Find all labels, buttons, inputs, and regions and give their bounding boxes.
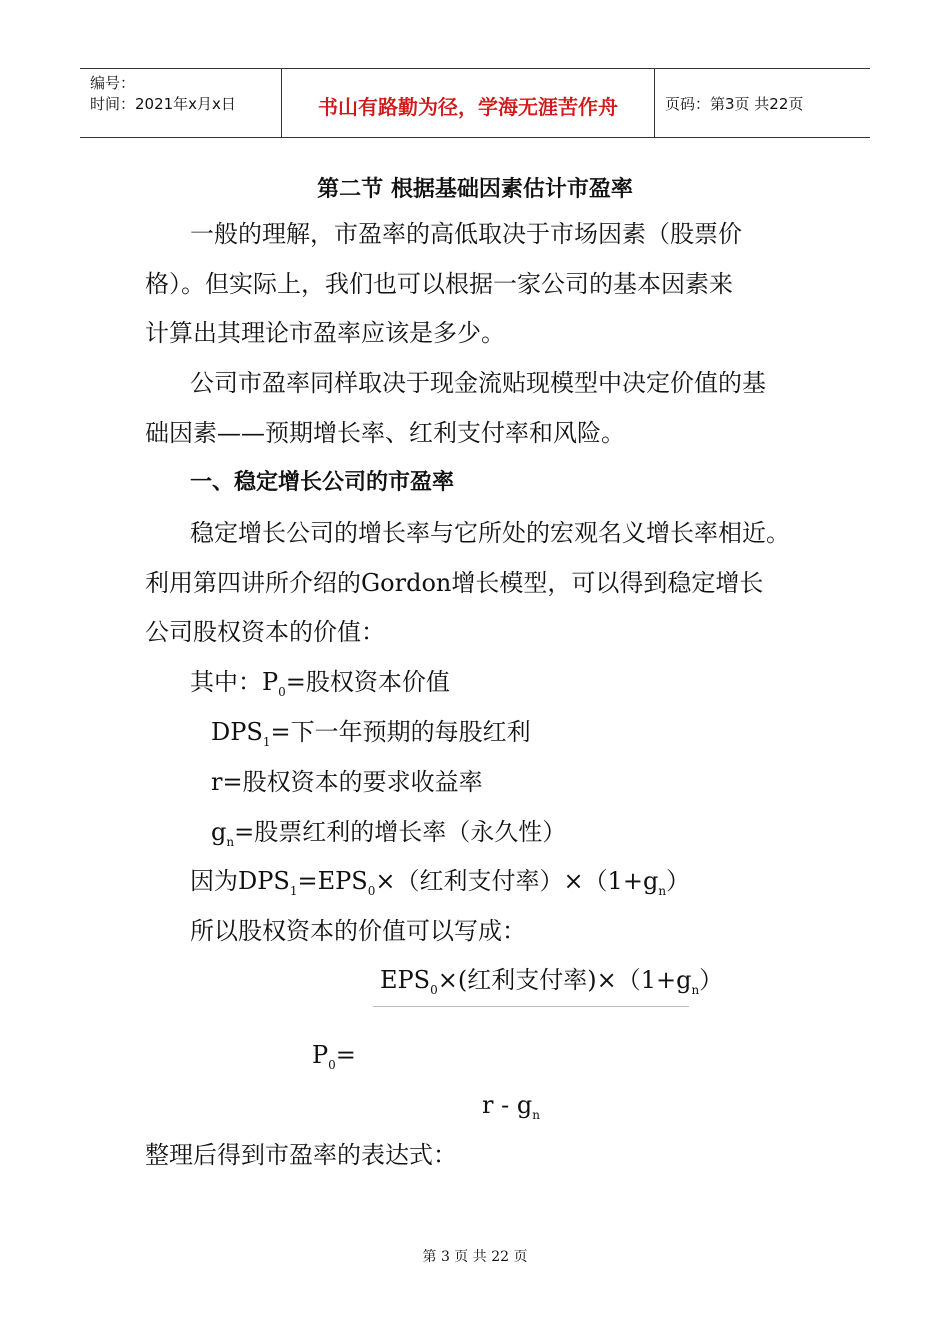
header-left xyxy=(90,73,236,115)
para3-line3: 公司股权资本的价值： xyxy=(145,618,385,646)
header-motto: 书山有路勤为径，学海无涯苦作舟 xyxy=(318,95,618,119)
because-line: 因为$DPS_1=EPS_0\times$（红利支付率）$\times(1+g_n)$ xyxy=(190,867,691,898)
para1-line3: 计算出其理论市盈率应该是多少。 xyxy=(145,319,505,347)
para2-line2: 础因素——预期增长率、红利支付率和风险。 xyxy=(145,419,625,447)
subsection-heading: 一、稳定增长公司的市盈率 xyxy=(190,470,455,495)
def-dps: $DPS_1=$下一年预期的每股红利 xyxy=(211,718,531,749)
para2-line1: 公司市盈率同样取决于现金流贴现模型中决定价值的基 xyxy=(190,369,766,397)
page-footer: 第 3 页 共 22 页 xyxy=(422,1249,528,1265)
after-line: 整理后得到市盈率的表达式： xyxy=(145,1141,457,1169)
para3-line1: 稳定增长公司的增长率与它所处的宏观名义增长率相近。 xyxy=(190,519,790,547)
formula-denominator: r - $g_n$ xyxy=(482,1091,540,1122)
def-r: r=股权资本的要求收益率 xyxy=(211,768,483,796)
formula-numerator: $EPS_0\times$(红利支付率)$\times(1+g_n)$ xyxy=(380,966,724,997)
page-header xyxy=(80,68,870,138)
para3-line2: 利用第四讲所介绍的Gordon增长模型，可以得到稳定增长 xyxy=(145,569,764,597)
def-g: $g_n=$股票红利的增长率（永久性） xyxy=(211,818,567,849)
section-title: 第二节 根据基础因素估计市盈率 xyxy=(317,177,633,202)
para1-line2: 格）。但实际上，我们也可以根据一家公司的基本因素来 xyxy=(145,270,733,298)
header-divider-2 xyxy=(654,69,655,137)
header-page-info: 页码：第3页 共22页 xyxy=(665,95,804,113)
def-p0: 其中：$P_0=$股权资本价值 xyxy=(190,668,450,699)
number-label: 编号： xyxy=(90,74,136,92)
time-label: 时间：2021年x月x日 xyxy=(90,95,236,113)
para1-line1: 一般的理解，市盈率的高低取决于市场因素（股票价 xyxy=(190,220,742,248)
so-line: 所以股权资本的价值可以写成： xyxy=(190,917,526,945)
fraction-bar xyxy=(373,1006,689,1007)
formula-lhs: $P_0=$ xyxy=(312,1041,356,1072)
